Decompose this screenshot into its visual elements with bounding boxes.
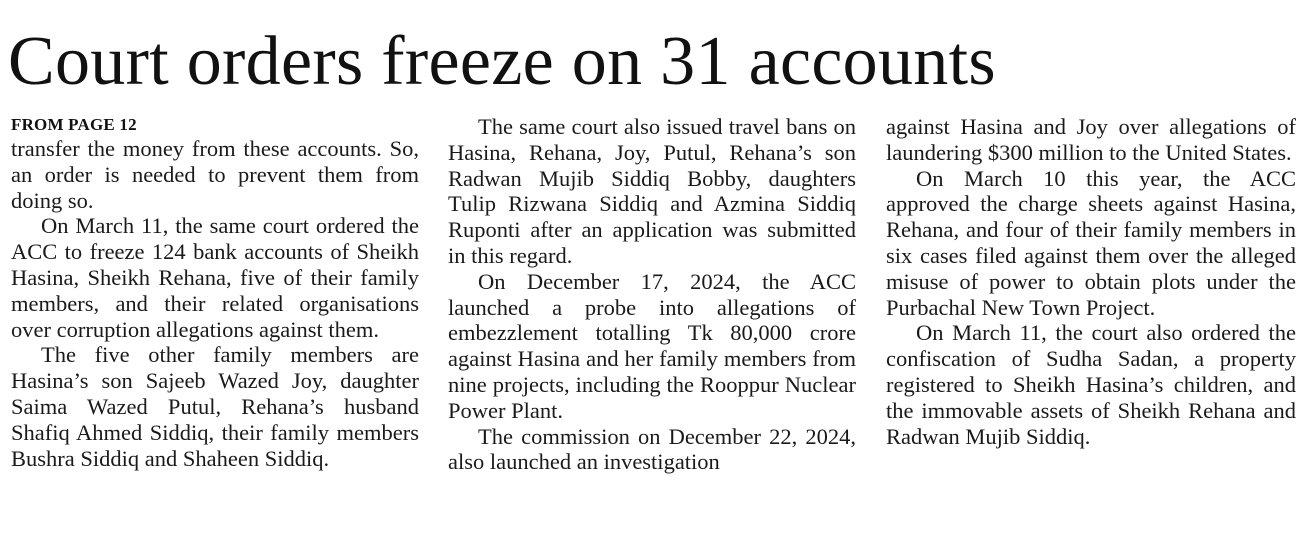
paragraph: The same court also issued travel bans on Hasina, Rehana, Joy, Putul, Rehana’s son Radwan Mujib Siddiq Bobby, daughters Tulip Rizwana Siddiq and Azmina Siddiq Ruponti after an application was submitted in this regard. bbox=[448, 114, 856, 268]
article-column-1 bbox=[11, 114, 419, 471]
paragraph: The five other family members are Hasina’s son Sajeeb Wazed Joy, daughter Saima Wazed Putul, Rehana’s husband Shafiq Ahmed Siddiq, their family members Bushra Siddiq and Shaheen Siddiq. bbox=[11, 342, 419, 471]
paragraph: On March 11, the same court ordered the ACC to freeze 124 bank accounts of Sheikh Hasina, Sheikh Rehana, five of their family members, and their related organisations over corruption allegations against them. bbox=[11, 213, 419, 342]
article-column-3 bbox=[886, 114, 1296, 449]
article-column-2 bbox=[448, 114, 856, 475]
paragraph: On December 17, 2024, the ACC launched a probe into allegations of embezzlement totalling Tk 80,000 crore against Hasina and her family members from nine projects, including the Rooppur Nuclear Power Plant. bbox=[448, 268, 856, 423]
page-continuation-label: FROM PAGE 12 bbox=[11, 115, 137, 134]
paragraph: against Hasina and Joy over allegations of laundering $300 million to the United States. bbox=[886, 114, 1296, 165]
paragraph: On March 11, the court also ordered the confiscation of Sudha Sadan, a property registered to Sheikh Hasina’s children, and the immovable assets of Sheikh Rehana and Radwan Mujib Siddiq. bbox=[886, 320, 1296, 449]
paragraph: transfer the money from these accounts. So, an order is needed to prevent them from doing so. bbox=[11, 136, 419, 213]
paragraph: On March 10 this year, the ACC approved the charge sheets against Hasina, Rehana, and four of their family members in six cases filed against them over the alleged misuse of power to obtain plots under the Purbachal New Town Project. bbox=[886, 165, 1296, 320]
paragraph: The commission on December 22, 2024, also launched an investigation bbox=[448, 423, 856, 475]
headline: Court orders freeze on 31 accounts bbox=[8, 23, 996, 100]
